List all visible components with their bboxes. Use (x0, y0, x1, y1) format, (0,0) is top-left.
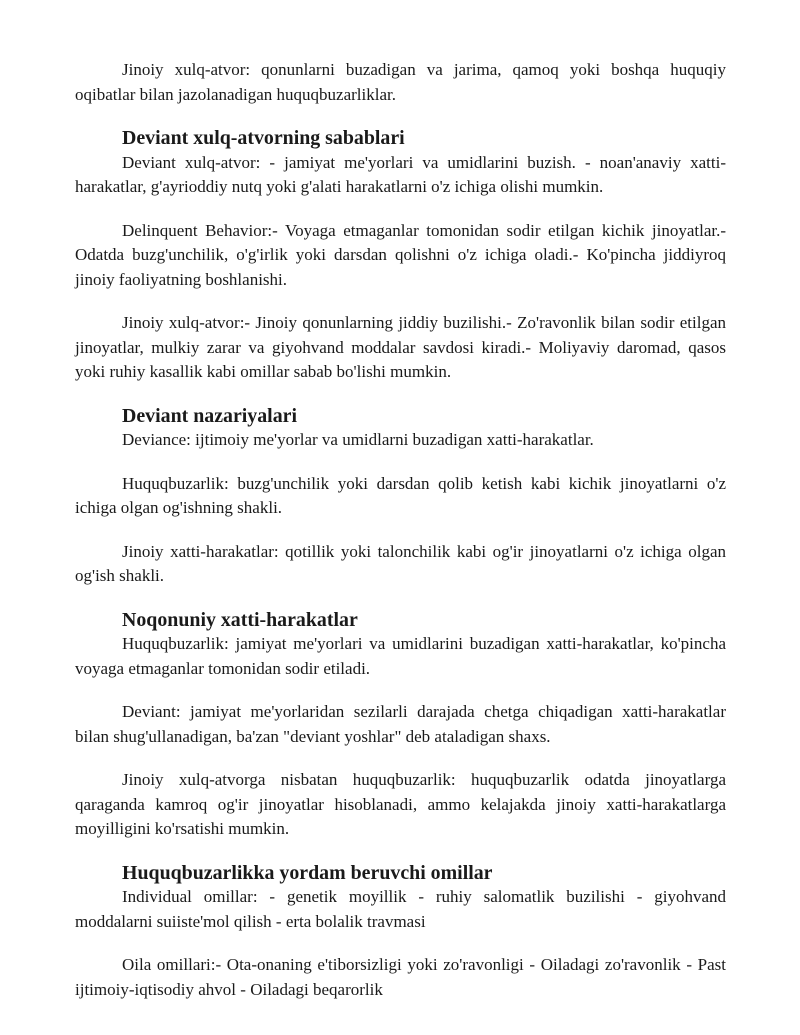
paragraph: Deviant: jamiyat me'yorlaridan sezilarli darajada chetga chiqadigan xatti-harakatlar bilan shug'ullanadigan, ba'zan "deviant yoshlar" deb ataladigan shaxs. (75, 702, 726, 746)
paragraph: Delinquent Behavior:- Voyaga etmaganlar tomonidan sodir etilgan kichik jinoyatlar.- Odatda buzg'unchilik, o'g'irlik yoki darsdan qolishni o'z ichiga oladi.- Ko'pincha jiddiyroq jinoiy faoliyatning boshlanishi. (75, 220, 726, 289)
paragraph: Jinoiy xatti-harakatlar: qotillik yoki talonchilik kabi og'ir jinoyatlarni o'z ichiga olgan og'ish shakli. (75, 541, 726, 585)
paragraph: Deviance: ijtimoiy me'yorlar va umidlarni buzadigan xatti-harakatlar. (122, 430, 594, 449)
paragraph: Oila omillari:- Ota-onaning e'tiborsizligi yoki zo'ravonligi - Oiladagi zo'ravonlik - Past ijtimoiy-iqtisodiy ahvol - Oiladagi beqarorlik (75, 955, 726, 999)
heading-noqonuniy-xatti-harakatlar: Noqonuniy xatti-harakatlar (122, 608, 358, 631)
paragraph: Jinoiy xulq-atvor:- Jinoiy qonunlarning jiddiy buzilishi.- Zo'ravonlik bilan sodir etilgan jinoyatlar, mulkiy zarar va giyohvand moddalar savdosi kiradi.- Moliyaviy daromad, qasos yoki ruhiy kasallik kabi omillar sabab bo'lishi mumkin. (75, 313, 726, 381)
heading-deviant-sabablari: Deviant xulq-atvorning sabablari (122, 127, 405, 149)
heading-huquqbuzarlikka-omillar: Huquqbuzarlikka yordam beruvchi omillar (122, 861, 493, 884)
document-page (75, 58, 726, 1002)
heading-deviant-nazariyalari: Deviant nazariyalari (122, 404, 297, 427)
paragraph: Deviant xulq-atvor: - jamiyat me'yorlari va umidlarini buzish. - noan'anaviy xatti-harakatlar, g'ayrioddiy nutq yoki g'alati harakatlarni o'z ichiga olishi mumkin. (75, 152, 726, 196)
paragraph: Jinoiy xulq-atvorga nisbatan huquqbuzarlik: huquqbuzarlik odatda jinoyatlarga qaraganda kamroq og'ir jinoyatlar hisoblanadi, ammo kelajakda jinoiy xatti-harakatlarga moyilligini ko'rsatishi mumkin. (75, 770, 726, 838)
paragraph: Individual omillar: - genetik moyillik - ruhiy salomatlik buzilishi - giyohvand moddalarni suiiste'mol qilish - erta bolalik travmasi (75, 887, 726, 931)
paragraph-jinoiy-xulq-atvor: Jinoiy xulq-atvor: qonunlarni buzadigan va jarima, qamoq yoki boshqa huquqiy oqibatlar bilan jazolanadigan huquqbuzarliklar. (75, 60, 726, 104)
paragraph: Huquqbuzarlik: buzg'unchilik yoki darsdan qolib ketish kabi kichik jinoyatlarni o'z ichiga olgan og'ishning shakli. (75, 473, 726, 517)
paragraph: Huquqbuzarlik: jamiyat me'yorlari va umidlarini buzadigan xatti-harakatlar, ko'pincha voyaga etmaganlar tomonidan sodir etiladi. (75, 634, 726, 678)
